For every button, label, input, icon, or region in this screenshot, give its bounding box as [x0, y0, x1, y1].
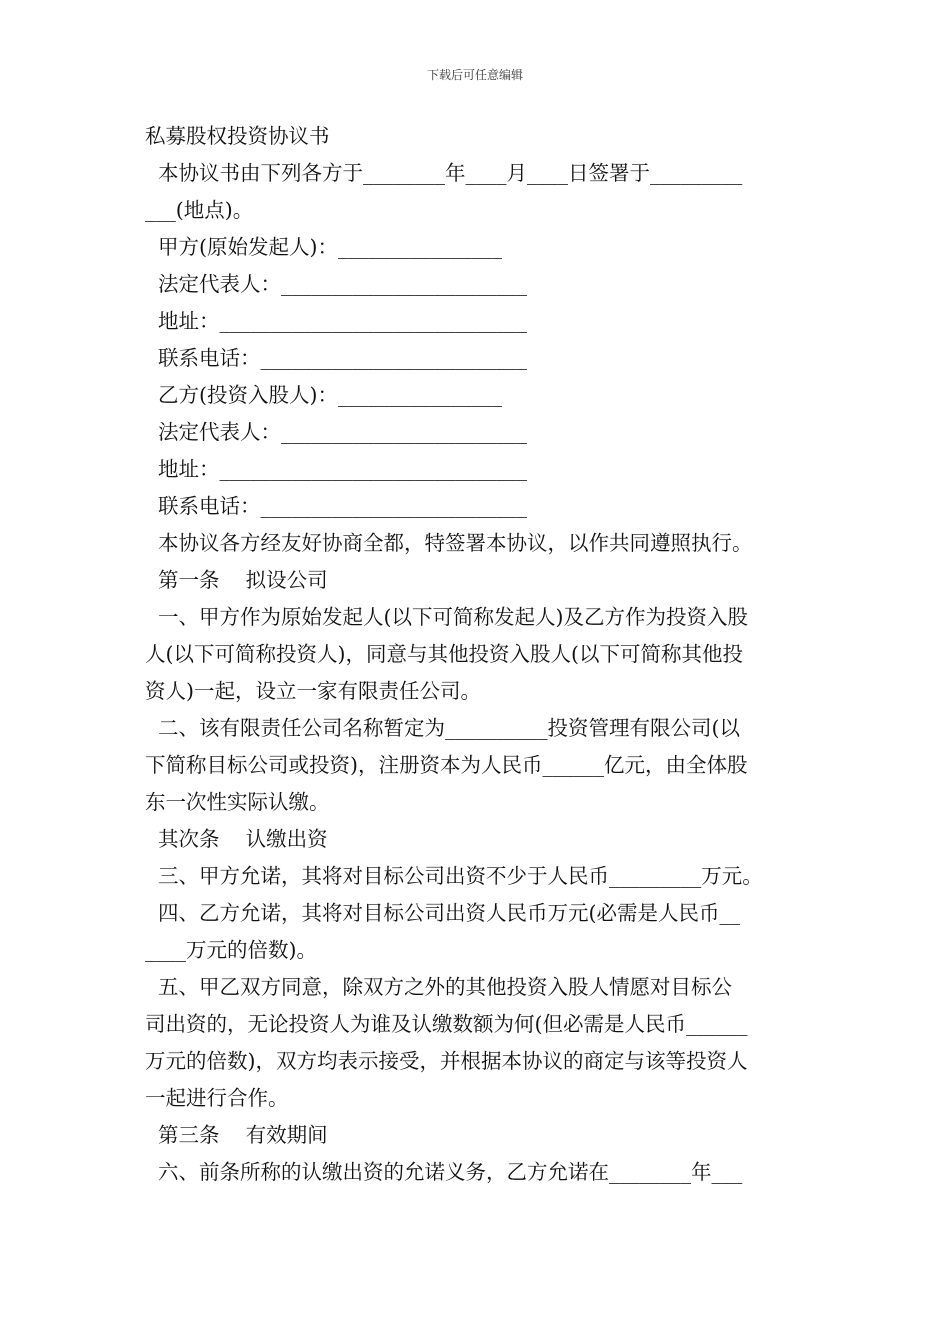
- text-line: 地址：______________________________: [145, 457, 528, 481]
- text-line: 乙方(投资入股人)：________________: [145, 383, 503, 407]
- text-line: 下简称目标公司或投资)，注册资本为人民币______亿元，由全体股: [145, 753, 748, 777]
- text-line: 人(以下可简称投资人)，同意与其他投资入股人(以下可简称其他投: [145, 642, 743, 666]
- text-line: 本协议书由下列各方于________年____月____日签署于_________: [145, 161, 743, 185]
- text-line: 六、前条所称的认缴出资的允诺义务，乙方允诺在________年___: [145, 1160, 743, 1184]
- text-line: 万元的倍数)，双方均表示接受，并根据本协议的商定与该等投资人: [145, 1049, 748, 1073]
- text-line: 法定代表人：________________________: [145, 420, 528, 444]
- section-heading: 第三条 有效期间: [145, 1123, 328, 1147]
- text-line: ___(地点)。: [145, 198, 254, 222]
- text-line: 三、甲方允诺，其将对目标公司出资不少于人民币_________万元。: [145, 864, 763, 888]
- text-line: ____万元的倍数)。: [145, 938, 317, 962]
- text-line: 一起进行合作。: [145, 1086, 289, 1110]
- section-heading: 其次条 认缴出资: [145, 827, 328, 851]
- text-line: 四、乙方允诺，其将对目标公司出资人民币万元(必需是人民币__: [145, 901, 741, 925]
- section-heading: 第一条 拟设公司: [145, 568, 328, 592]
- text-line: 五、甲乙双方同意，除双方之外的其他投资入股人情愿对目标公: [145, 975, 733, 999]
- text-line: 东一次性实际认缴。: [145, 790, 330, 814]
- text-line: 联系电话：__________________________: [145, 346, 528, 370]
- text-line: 本协议各方经友好协商全都，特签署本协议，以作共同遵照执行。: [145, 531, 753, 555]
- text-line: 甲方(原始发起人)：________________: [145, 235, 503, 259]
- document-title: 私募股权投资协议书: [145, 124, 330, 148]
- text-line: 一、甲方作为原始发起人(以下可简称发起人)及乙方作为投资入股: [145, 605, 749, 629]
- document-body: [145, 118, 810, 1191]
- page-header-note: 下载后可任意编辑: [426, 68, 523, 82]
- text-line: 法定代表人：________________________: [145, 272, 528, 296]
- text-line: 司出资的，无论投资人为谁及认缴数额为何(但必需是人民币______: [145, 1012, 748, 1036]
- text-line: 二、该有限责任公司名称暂定为__________投资管理有限公司(以: [145, 716, 741, 740]
- text-line: 联系电话：__________________________: [145, 494, 528, 518]
- text-line: 地址：______________________________: [145, 309, 528, 333]
- text-line: 资人)一起，设立一家有限责任公司。: [145, 679, 481, 703]
